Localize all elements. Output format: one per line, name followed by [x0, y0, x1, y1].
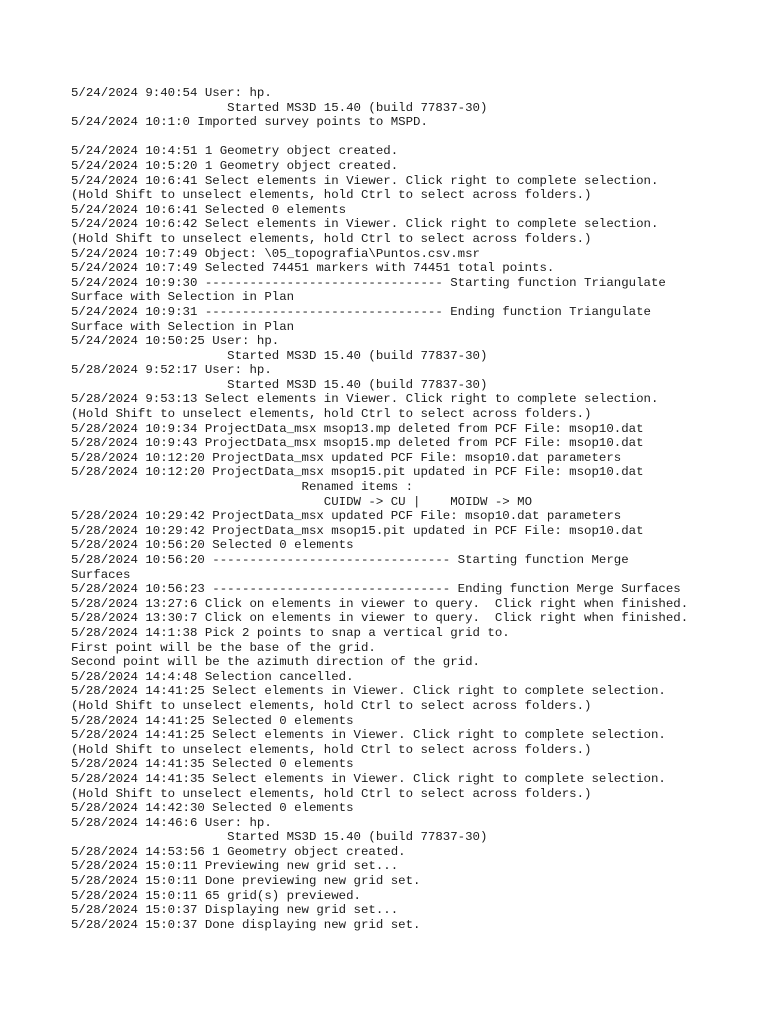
- log-line: 5/28/2024 10:12:20 ProjectData_msx msop15.pit updated in PCF File: msop10.dat: [71, 465, 644, 480]
- log-line: Renamed items :: [71, 480, 414, 495]
- log-line: 5/28/2024 15:0:11 Previewing new grid set...: [71, 859, 399, 874]
- log-line: (Hold Shift to unselect elements, hold Ctrl to select across folders.): [71, 786, 592, 801]
- log-line: 5/28/2024 13:30:7 Click on elements in viewer to query. Click right when finished.: [71, 611, 689, 626]
- log-line: Started MS3D 15.40 (build 77837-30): [71, 377, 488, 392]
- log-line: 5/24/2024 10:6:42 Select elements in Viewer. Click right to complete selection.: [71, 217, 659, 232]
- log-line: (Hold Shift to unselect elements, hold Ctrl to select across folders.): [71, 742, 592, 757]
- log-line: (Hold Shift to unselect elements, hold Ctrl to select across folders.): [71, 407, 592, 422]
- log-line: 5/28/2024 10:9:34 ProjectData_msx msop13.mp deleted from PCF File: msop10.dat: [71, 421, 644, 436]
- log-line: 5/28/2024 10:12:20 ProjectData_msx updated PCF File: msop10.dat parameters: [71, 450, 622, 465]
- log-line: 5/28/2024 14:46:6 User: hp.: [71, 815, 272, 830]
- log-line: 5/28/2024 15:0:11 Done previewing new grid set.: [71, 874, 421, 889]
- log-line: 5/28/2024 10:29:42 ProjectData_msx msop15.pit updated in PCF File: msop10.dat: [71, 523, 644, 538]
- log-line: 5/28/2024 9:52:17 User: hp.: [71, 363, 272, 378]
- log-line: 5/28/2024 10:56:23 -------------------------------- Ending function Merge Surfaces: [71, 582, 681, 597]
- log-line: (Hold Shift to unselect elements, hold Ctrl to select across folders.): [71, 231, 592, 246]
- log-line: 5/24/2024 10:7:49 Object: \05_topografia\Puntos.csv.msr: [71, 246, 480, 261]
- log-line: 5/28/2024 14:1:38 Pick 2 points to snap a vertical grid to.: [71, 625, 510, 640]
- log-line: 5/28/2024 14:41:25 Select elements in Viewer. Click right to complete selection.: [71, 728, 666, 743]
- log-line: 5/28/2024 14:53:56 1 Geometry object created.: [71, 844, 406, 859]
- log-line: 5/24/2024 9:40:54 User: hp.: [71, 86, 272, 100]
- log-line: 5/24/2024 10:50:25 User: hp.: [71, 334, 280, 349]
- log-line: 5/24/2024 10:9:31 -------------------------------- Ending function Triangulate: [71, 304, 651, 319]
- log-line: (Hold Shift to unselect elements, hold Ctrl to select across folders.): [71, 698, 592, 713]
- log-line: 5/28/2024 14:4:48 Selection cancelled.: [71, 669, 354, 684]
- log-line: First point will be the base of the grid.: [71, 640, 376, 655]
- log-line: [71, 130, 761, 145]
- log-line: 5/24/2024 10:6:41 Selected 0 elements: [71, 202, 347, 217]
- log-line: 5/28/2024 14:42:30 Selected 0 elements: [71, 801, 354, 816]
- log-line: CUIDW -> CU | MOIDW -> MO: [71, 494, 533, 509]
- log-line: 5/28/2024 10:56:20 Selected 0 elements: [71, 538, 354, 553]
- log-line: 5/28/2024 14:41:35 Select elements in Viewer. Click right to complete selection.: [71, 771, 666, 786]
- log-line: Surface with Selection in Plan: [71, 290, 295, 305]
- log-line: Surface with Selection in Plan: [71, 319, 295, 334]
- log-line: Started MS3D 15.40 (build 77837-30): [71, 830, 488, 845]
- log-line: 5/28/2024 14:41:25 Select elements in Viewer. Click right to complete selection.: [71, 684, 666, 699]
- log-line: 5/28/2024 15:0:37 Displaying new grid set...: [71, 903, 399, 918]
- log-line: 5/28/2024 15:0:37 Done displaying new grid set.: [71, 917, 421, 932]
- log-line: Started MS3D 15.40 (build 77837-30): [71, 348, 488, 363]
- log-line: Second point will be the azimuth direction of the grid.: [71, 655, 480, 670]
- log-line: 5/28/2024 9:53:13 Select elements in Viewer. Click right to complete selection.: [71, 392, 659, 407]
- log-line: 5/24/2024 10:1:0 Imported survey points to MSPD.: [71, 115, 428, 130]
- log-line: 5/28/2024 14:41:25 Selected 0 elements: [71, 713, 354, 728]
- log-line: 5/28/2024 10:29:42 ProjectData_msx updated PCF File: msop10.dat parameters: [71, 509, 622, 524]
- log-line: 5/24/2024 10:7:49 Selected 74451 markers with 74451 total points.: [71, 261, 555, 276]
- log-line: 5/28/2024 15:0:11 65 grid(s) previewed.: [71, 888, 361, 903]
- log-line: 5/28/2024 10:56:20 -------------------------------- Starting function Merge: [71, 553, 629, 567]
- log-document: [71, 86, 761, 932]
- log-line: 5/24/2024 10:6:41 Select elements in Viewer. Click right to complete selection.: [71, 173, 659, 188]
- log-line: 5/24/2024 10:9:30 -------------------------------- Starting function Triangulate: [71, 275, 666, 290]
- log-line: 5/28/2024 14:41:35 Selected 0 elements: [71, 757, 354, 772]
- log-line: 5/24/2024 10:4:51 1 Geometry object created.: [71, 144, 399, 159]
- log-line: Started MS3D 15.40 (build 77837-30): [71, 100, 488, 115]
- log-line: 5/28/2024 10:9:43 ProjectData_msx msop15.mp deleted from PCF File: msop10.dat: [71, 436, 644, 451]
- log-line: Surfaces: [71, 567, 131, 582]
- log-line: (Hold Shift to unselect elements, hold Ctrl to select across folders.): [71, 188, 592, 203]
- log-line: 5/24/2024 10:5:20 1 Geometry object created.: [71, 158, 399, 173]
- log-line: 5/28/2024 13:27:6 Click on elements in viewer to query. Click right when finished.: [71, 596, 689, 611]
